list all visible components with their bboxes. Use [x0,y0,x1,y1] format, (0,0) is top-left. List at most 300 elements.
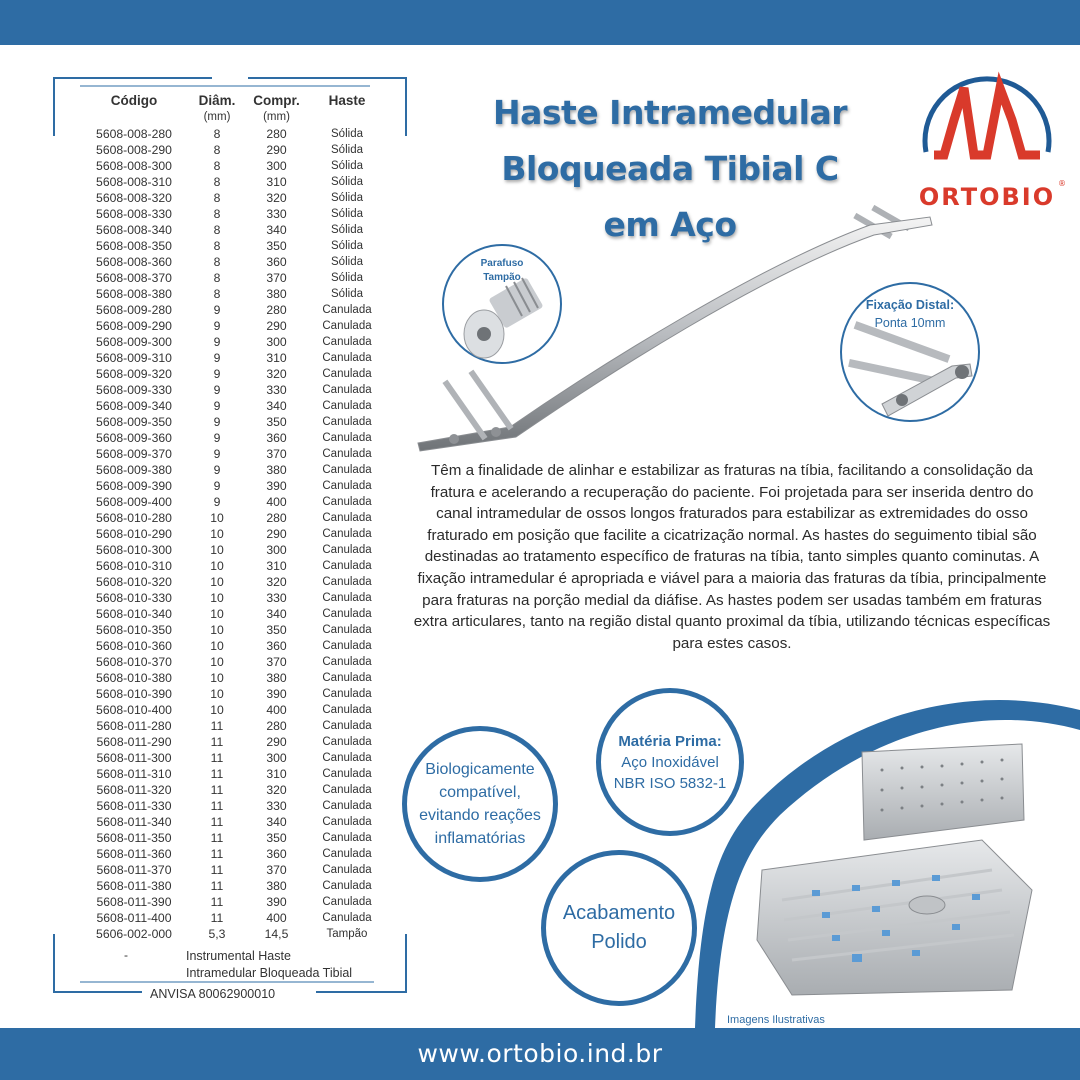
ortobio-logo [912,60,1066,211]
cell-diameter: 9 [213,415,221,429]
header-length: Compr. [253,93,300,108]
cell-diameter: 11 [210,863,224,877]
cell-code: 5608-010-320 [96,575,172,589]
cell-rod: Sólida [331,224,363,236]
cell-rod: Canulada [322,352,372,364]
illustrative-images-note: Imagens Ilustrativas [727,1014,825,1026]
cell-length: 14,5 [264,927,289,941]
feature-bio-line2: compatível, [439,784,521,801]
cell-code: 5608-008-370 [96,271,172,285]
cell-diameter: 8 [213,127,221,141]
cell-diameter: 8 [213,271,221,285]
cell-diameter: 10 [210,575,224,589]
cell-rod: Canulada [322,688,372,700]
cell-diameter: 10 [210,687,224,701]
feature-biocompatible [402,726,558,882]
table-row [74,142,384,158]
registered-mark: ® [1058,179,1066,188]
cell-code: 5608-009-300 [96,335,172,349]
instrumental-name-line1: Instrumental Haste [186,949,291,963]
cell-length: 320 [266,191,287,205]
cell-diameter: 11 [210,767,224,781]
cell-length: 390 [266,895,287,909]
cell-length: 340 [266,223,287,237]
table-row [74,526,384,542]
table-row [74,894,384,910]
table-row [74,462,384,478]
table-row [74,222,384,238]
table-row [74,494,384,510]
cell-code: 5608-010-400 [96,703,172,717]
cell-code: 5608-011-330 [96,799,172,813]
cell-length: 310 [266,351,287,365]
cell-diameter: 10 [210,703,224,717]
cell-diameter: 8 [213,239,221,253]
cell-diameter: 10 [210,527,224,541]
table-row [74,718,384,734]
cell-length: 380 [266,287,287,301]
cell-diameter: 11 [210,719,224,733]
table-row [74,558,384,574]
cell-rod: Canulada [322,624,372,636]
cell-diameter: 8 [213,223,221,237]
cell-diameter: 9 [213,303,221,317]
table-row [74,766,384,782]
cell-length: 320 [266,575,287,589]
table-header [74,92,384,109]
table-row [74,926,384,942]
cell-length: 320 [266,783,287,797]
cell-diameter: 10 [210,655,224,669]
cell-diameter: 9 [213,399,221,413]
table-row [74,302,384,318]
cell-rod: Canulada [322,736,372,748]
website-link[interactable]: www.ortobio.ind.br [417,1039,663,1068]
cell-diameter: 5,3 [208,927,226,941]
cell-length: 360 [266,847,287,861]
cell-length: 300 [266,751,287,765]
cell-length: 330 [266,799,287,813]
cell-diameter: 8 [213,159,221,173]
instrumental-name [186,948,386,982]
cell-length: 380 [266,879,287,893]
cell-rod: Canulada [322,592,372,604]
cell-length: 280 [266,719,287,733]
table-row [74,382,384,398]
cell-diameter: 10 [210,623,224,637]
cell-length: 310 [266,175,287,189]
cell-rod: Canulada [322,336,372,348]
cell-length: 400 [266,703,287,717]
cell-diameter: 10 [210,639,224,653]
feature-bio-line4: inflamatórias [434,830,526,847]
cell-code: 5608-009-360 [96,431,172,445]
cell-code: 5608-010-340 [96,607,172,621]
cell-length: 340 [266,399,287,413]
table-row [74,414,384,430]
cell-code: 5608-010-370 [96,655,172,669]
cell-length: 370 [266,655,287,669]
callout-end-cap-screw [442,244,562,364]
cell-diameter: 11 [210,879,224,893]
cell-diameter: 11 [210,911,224,925]
cell-length: 400 [266,911,287,925]
header-diameter: Diâm. [198,93,236,108]
cell-diameter: 9 [213,367,221,381]
cell-rod: Canulada [322,560,372,572]
cell-diameter: 11 [210,815,224,829]
cell-rod: Canulada [322,672,372,684]
cell-code: 5608-008-280 [96,127,172,141]
anvisa-registration: ANVISA 80062900010 [150,987,276,1001]
table-row [74,590,384,606]
cell-rod: Canulada [322,784,372,796]
callout-distal-fixation [840,282,980,422]
cell-code: 5608-011-300 [96,751,172,765]
table-row [74,670,384,686]
table-row [74,366,384,382]
cell-diameter: 10 [210,511,224,525]
table-row [74,350,384,366]
cell-rod: Canulada [322,880,372,892]
cell-diameter: 10 [210,607,224,621]
table-row [74,910,384,926]
cell-diameter: 11 [210,799,224,813]
cell-length: 370 [266,271,287,285]
cell-code: 5608-008-380 [96,287,172,301]
cell-code: 5608-008-340 [96,223,172,237]
cell-code: 5608-009-280 [96,303,172,317]
cell-code: 5608-009-380 [96,463,172,477]
cell-rod: Sólida [331,240,363,252]
cell-code: 5606-002-000 [96,927,172,941]
table-row [74,446,384,462]
cell-diameter: 11 [210,783,224,797]
table-row [74,542,384,558]
cell-code: 5608-009-340 [96,399,172,413]
table-row [74,190,384,206]
cell-rod: Canulada [322,400,372,412]
cell-rod: Canulada [322,496,372,508]
table-row [74,398,384,414]
cell-code: 5608-009-330 [96,383,172,397]
cell-code: 5608-011-400 [96,911,172,925]
cell-length: 330 [266,383,287,397]
cell-code: 5608-011-310 [96,767,172,781]
cell-rod: Canulada [322,528,372,540]
cell-code: 5608-009-400 [96,495,172,509]
cell-rod: Sólida [331,192,363,204]
cell-length: 280 [266,303,287,317]
cell-code: 5608-010-310 [96,559,172,573]
cell-code: 5608-008-330 [96,207,172,221]
header-code: Código [110,93,158,108]
feature-material-title: Matéria Prima: [618,732,722,750]
feature-raw-material [596,688,744,836]
cell-diameter: 10 [210,671,224,685]
cell-length: 300 [266,335,287,349]
cell-length: 370 [266,447,287,461]
cell-code: 5608-008-350 [96,239,172,253]
spec-table [74,92,384,942]
cell-code: 5608-008-320 [96,191,172,205]
cell-rod: Sólida [331,208,363,220]
title-line3: em Aço [603,205,737,244]
cell-code: 5608-010-390 [96,687,172,701]
cell-code: 5608-009-310 [96,351,172,365]
cell-diameter: 9 [213,495,221,509]
cell-diameter: 11 [210,831,224,845]
cell-diameter: 9 [213,319,221,333]
cell-length: 360 [266,431,287,445]
cell-diameter: 8 [213,255,221,269]
cell-diameter: 10 [210,559,224,573]
cell-length: 350 [266,831,287,845]
cell-code: 5608-010-380 [96,671,172,685]
callout-distal-label [842,296,978,332]
cell-length: 320 [266,367,287,381]
title-line2: Bloqueada Tibial C [501,149,839,188]
instrumental-code: - [124,948,128,962]
cell-length: 290 [266,143,287,157]
cell-diameter: 9 [213,431,221,445]
table-row [74,318,384,334]
callout-screw-line2: Tampão [483,272,521,283]
cell-rod: Canulada [322,752,372,764]
top-banner [0,0,1080,45]
cell-code: 5608-010-280 [96,511,172,525]
table-row [74,622,384,638]
cell-code: 5608-010-300 [96,543,172,557]
cell-code: 5608-010-290 [96,527,172,541]
cell-diameter: 9 [213,383,221,397]
cell-rod: Canulada [322,896,372,908]
table-row [74,830,384,846]
table-row [74,654,384,670]
title-line1: Haste Intramedular [493,93,847,132]
cell-length: 350 [266,239,287,253]
cell-diameter: 9 [213,479,221,493]
cell-diameter: 11 [210,847,224,861]
cell-code: 5608-009-320 [96,367,172,381]
table-row [74,782,384,798]
table-row [74,478,384,494]
cell-rod: Canulada [322,848,372,860]
logo-wordmark: ORTOBIO [918,183,1056,211]
cell-diameter: 8 [213,207,221,221]
cell-length: 340 [266,815,287,829]
cell-rod: Sólida [331,272,363,284]
cell-code: 5608-010-360 [96,639,172,653]
callout-distal-line1: Fixação Distal: [865,298,955,312]
cell-length: 290 [266,527,287,541]
cell-rod: Canulada [322,816,372,828]
cell-code: 5608-011-380 [96,879,172,893]
table-row [74,814,384,830]
callout-screw-label [444,257,560,285]
table-row [74,574,384,590]
cell-length: 370 [266,863,287,877]
table-row [74,286,384,302]
table-row [74,334,384,350]
cell-length: 330 [266,591,287,605]
cell-diameter: 11 [210,735,224,749]
cell-code: 5608-008-310 [96,175,172,189]
feature-material-line2: NBR ISO 5832-1 [613,774,727,792]
cell-diameter: 11 [210,895,224,909]
table-row [74,430,384,446]
cell-rod: Canulada [322,448,372,460]
cell-length: 360 [266,255,287,269]
header-rod: Haste [328,93,366,108]
feature-material-line1: Aço Inoxidável [621,753,719,771]
table-row [74,798,384,814]
table-row [74,862,384,878]
cell-code: 5608-008-300 [96,159,172,173]
cell-rod: Canulada [322,464,372,476]
cell-rod: Canulada [322,608,372,620]
cell-diameter: 11 [210,751,224,765]
cell-code: 5608-009-390 [96,479,172,493]
table-row [74,158,384,174]
callout-distal-line2: Ponta 10mm [874,316,946,330]
cell-rod: Sólida [331,160,363,172]
cell-diameter: 9 [213,463,221,477]
cell-length: 330 [266,207,287,221]
table-body [74,126,384,942]
cell-diameter: 9 [213,335,221,349]
table-row [74,846,384,862]
cell-rod: Canulada [322,912,372,924]
cell-code: 5608-010-350 [96,623,172,637]
cell-length: 400 [266,495,287,509]
cell-code: 5608-011-280 [96,719,172,733]
cell-code: 5608-011-340 [96,815,172,829]
cell-rod: Canulada [322,768,372,780]
instrumental-name-line2: Intramedular Bloqueada Tibial [186,966,353,980]
feature-bio-line3: evitando reações [419,807,541,824]
cell-length: 310 [266,767,287,781]
cell-diameter: 8 [213,287,221,301]
unit-diameter: (mm) [203,111,231,123]
cell-length: 300 [266,543,287,557]
cell-rod: Canulada [322,432,372,444]
cell-rod: Canulada [322,480,372,492]
cell-code: 5608-011-360 [96,847,172,861]
cell-rod: Canulada [322,416,372,428]
cell-code: 5608-010-330 [96,591,172,605]
cell-diameter: 8 [213,143,221,157]
cell-code: 5608-011-370 [96,863,172,877]
cell-rod: Canulada [322,304,372,316]
cell-diameter: 9 [213,351,221,365]
table-row [74,510,384,526]
cell-length: 300 [266,159,287,173]
cell-rod: Canulada [322,368,372,380]
table-units [74,109,384,125]
cell-rod: Tampão [326,928,368,940]
cell-length: 340 [266,607,287,621]
cell-rod: Canulada [322,384,372,396]
cell-length: 290 [266,319,287,333]
cell-length: 350 [266,415,287,429]
unit-length: (mm) [263,111,290,123]
table-row [74,878,384,894]
cell-code: 5608-009-370 [96,447,172,461]
cell-rod: Canulada [322,832,372,844]
cell-diameter: 10 [210,591,224,605]
cell-rod: Sólida [331,176,363,188]
cell-code: 5608-011-290 [96,735,172,749]
table-row [74,686,384,702]
cell-code: 5608-008-360 [96,255,172,269]
cell-length: 310 [266,559,287,573]
table-row [74,238,384,254]
cell-rod: Canulada [322,720,372,732]
cell-diameter: 8 [213,191,221,205]
cell-length: 380 [266,671,287,685]
cell-rod: Canulada [322,704,372,716]
cell-rod: Canulada [322,800,372,812]
cell-rod: Canulada [322,320,372,332]
cell-code: 5608-011-390 [96,895,172,909]
cell-code: 5608-011-350 [96,831,172,845]
cell-code: 5608-009-290 [96,319,172,333]
instrument-kit-image [752,740,1042,1000]
cell-rod: Sólida [331,288,363,300]
cell-rod: Canulada [322,656,372,668]
cell-rod: Sólida [331,128,363,140]
table-row [74,206,384,222]
table-row [74,126,384,142]
cell-rod: Canulada [322,864,372,876]
cell-rod: Sólida [331,256,363,268]
feature-finish-line2: Polido [591,931,647,953]
cell-length: 390 [266,479,287,493]
table-row [74,254,384,270]
table-row [74,750,384,766]
cell-length: 360 [266,639,287,653]
callout-screw-line1: Parafuso [480,258,524,269]
table-row [74,174,384,190]
cell-length: 290 [266,735,287,749]
cell-diameter: 9 [213,447,221,461]
table-row [74,702,384,718]
cell-length: 280 [266,127,287,141]
cell-length: 350 [266,623,287,637]
cell-diameter: 8 [213,175,221,189]
cell-code: 5608-011-320 [96,783,172,797]
feature-bio-line1: Biologicamente [425,761,535,778]
product-description: Têm a finalidade de alinhar e estabilizar as fraturas na tíbia, facilitando a consolidação da fratura e acelerando a recuperação do paciente. Foi projetada para ser inserida dentro do canal intramedular de ossos longos fraturados para estabilizar as extremidades do osso fraturado em posição que facilite a cicatrização normal. As hastes do seguimento tibial são destinadas ao tratamento específico de fraturas na tíbia, tanto simples quanto cominutas. A fixação intramedular é apropriada e viável para a maioria das fraturas da tíbia, principalmente para fraturas na porção medial da diáfise. As hastes podem ser usadas também em fraturas extra articulares, tanto na região distal quanto proximal da tíbia, utilizando técnicas específicas para estes casos. [413,462,1051,652]
table-row [74,606,384,622]
cell-rod: Canulada [322,576,372,588]
cell-diameter: 10 [210,543,224,557]
table-row [74,734,384,750]
cell-rod: Canulada [322,512,372,524]
cell-rod: Canulada [322,640,372,652]
feature-finish-line1: Acabamento [562,902,676,924]
cell-length: 280 [266,511,287,525]
cell-length: 380 [266,463,287,477]
cell-rod: Canulada [322,544,372,556]
feature-polished-finish [541,850,697,1006]
table-row [74,270,384,286]
cell-code: 5608-008-290 [96,143,172,157]
cell-rod: Sólida [331,144,363,156]
cell-length: 390 [266,687,287,701]
cell-code: 5608-009-350 [96,415,172,429]
